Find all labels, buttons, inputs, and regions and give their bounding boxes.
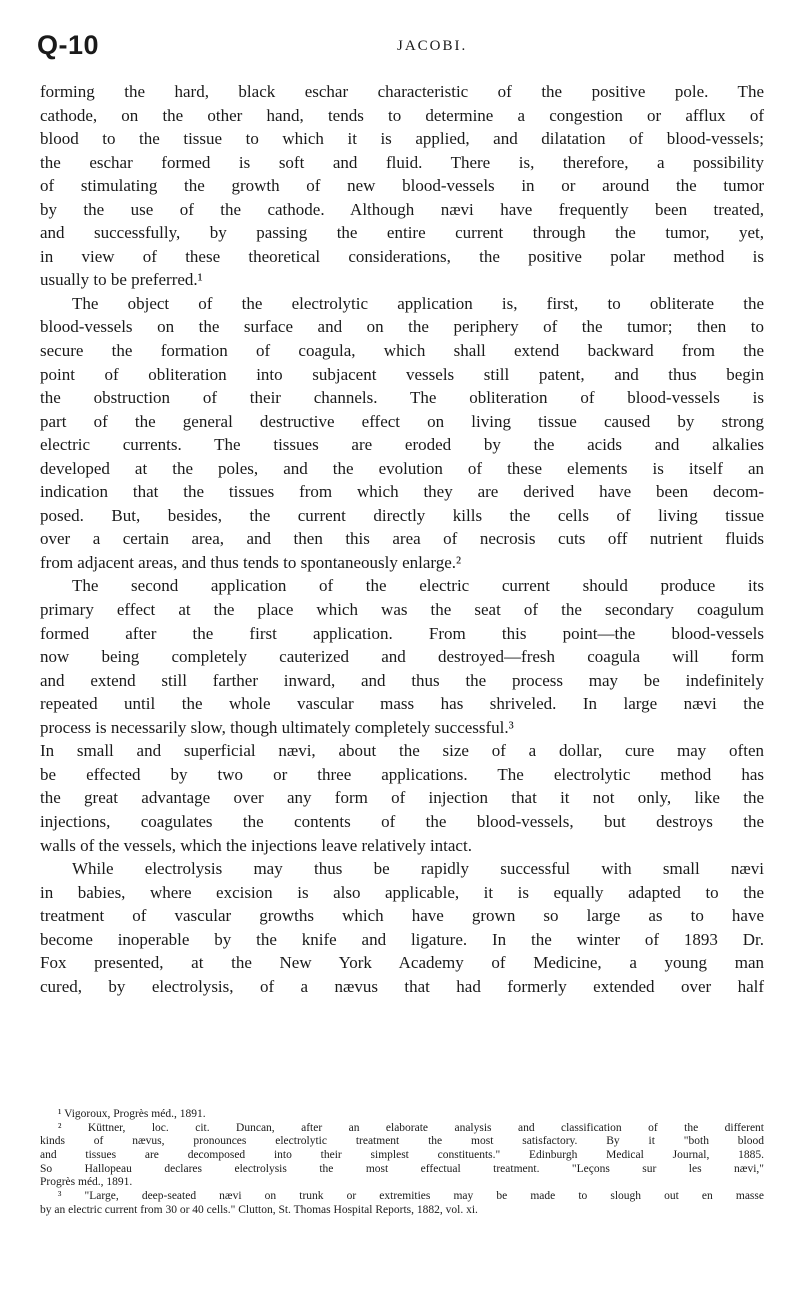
body-line: blood to the tissue to which it is applied, and dilatation of blood-vessels; (40, 129, 764, 149)
footnote-line: Progrès méd., 1891. (40, 1176, 133, 1189)
body-line: and extend still farther inward, and thus the process may be indefinitely (40, 670, 764, 690)
footnotes (40, 1108, 764, 1218)
body-line: Fox presented, at the New York Academy of Medicine, a young man (40, 953, 764, 973)
body-line: walls of the vessels, which the injections leave relatively intact. (40, 835, 472, 855)
body-line: indication that the tissues from which they are derived have been decom- (40, 482, 764, 502)
body-line: secure the formation of coagula, which shall extend backward from the (40, 341, 764, 361)
footnote-line: by an electric current from 30 or 40 cells." Clutton, St. Thomas Hospital Reports, 1882, vol. xi. (40, 1203, 478, 1216)
body-line: the great advantage over any form of injection that it not only, like the (40, 788, 764, 808)
body-line: point of obliteration into subjacent vessels still patent, and thus begin (40, 364, 764, 384)
body-line: part of the general destructive effect on living tissue caused by strong (40, 411, 764, 431)
body-line: developed at the poles, and the evolution of these elements is itself an (40, 458, 764, 478)
body-line: usually to be preferred.¹ (40, 270, 203, 290)
paragraph-start: The object of the electrolytic application is, first, to obliterate the (72, 293, 764, 313)
body-line: in view of these theoretical considerations, the positive polar method is (40, 246, 764, 266)
footnote-line: ² Küttner, loc. cit. Duncan, after an elaborate analysis and classification of the different (58, 1121, 764, 1134)
footnote-line: and tissues are decomposed into their simplest constituents." Edinburgh Medical Journal, 1885. (40, 1149, 764, 1162)
body-line: repeated until the whole vascular mass has shriveled. In large nævi the (40, 694, 764, 714)
body-line: by the use of the cathode. Although nævi have frequently been treated, (40, 199, 764, 219)
body-line: formed after the first application. From this point—the blood-vessels (40, 623, 764, 643)
page-number: Q-10 (37, 30, 100, 60)
body-line: and successfully, by passing the entire current through the tumor, yet, (40, 223, 764, 243)
body-line: primary effect at the place which was the seat of the secondary coagulum (40, 600, 764, 620)
body-line: of stimulating the growth of new blood-vessels in or around the tumor (40, 176, 764, 196)
body-line: cathode, on the other hand, tends to determine a congestion or afflux of (40, 105, 764, 125)
page-header (37, 30, 767, 70)
body-line: injections, coagulates the contents of the blood-vessels, but destroys the (40, 811, 764, 831)
footnote-line: ¹ Vigoroux, Progrès méd., 1891. (58, 1108, 206, 1120)
body-line: be effected by two or three applications. The electrolytic method has (40, 764, 764, 784)
running-head: JACOBI. (397, 38, 468, 54)
body-line: blood-vessels on the surface and on the periphery of the tumor; then to (40, 317, 764, 337)
body-line: become inoperable by the knife and ligature. In the winter of 1893 Dr. (40, 929, 764, 949)
body-line: the obstruction of their channels. The obliteration of blood-vessels is (40, 388, 764, 408)
body-line: now being completely cauterized and destroyed—fresh coagula will form (40, 647, 764, 667)
footnote-line: ³ "Large, deep-seated nævi on trunk or extremities may be made to slough out en masse (58, 1190, 764, 1203)
body-line: forming the hard, black eschar characteristic of the positive pole. The (40, 82, 764, 101)
body-line: electric currents. The tissues are eroded by the acids and alkalies (40, 435, 764, 455)
body-line: posed. But, besides, the current directly kills the cells of living tissue (40, 505, 764, 525)
body-line: treatment of vascular growths which have grown so large as to have (40, 906, 764, 926)
body-line: process is necessarily slow, though ultimately completely successful.³ (40, 717, 514, 737)
body-line: the eschar formed is soft and fluid. There is, therefore, a possibility (40, 152, 764, 172)
body-line: cured, by electrolysis, of a nævus that had formerly extended over half (40, 976, 764, 996)
body-line: from adjacent areas, and thus tends to spontaneously enlarge.² (40, 552, 462, 572)
footnote-line: kinds of nævus, pronounces electrolytic treatment the most satisfactory. By it "both blood (40, 1135, 764, 1148)
paragraph-start: The second application of the electric current should produce its (72, 576, 764, 596)
body-line: over a certain area, and then this area of necrosis cuts off nutrient fluids (40, 529, 764, 549)
body-line: in babies, where excision is also applicable, it is equally adapted to the (40, 882, 764, 902)
paragraph-start: While electrolysis may thus be rapidly successful with small nævi (72, 859, 764, 879)
footnote-line: So Hallopeau declares electrolysis the most effectual treatment. "Leçons sur les nævi," (40, 1162, 764, 1175)
body-text (40, 80, 764, 998)
body-line: In small and superficial nævi, about the size of a dollar, cure may often (40, 741, 764, 761)
